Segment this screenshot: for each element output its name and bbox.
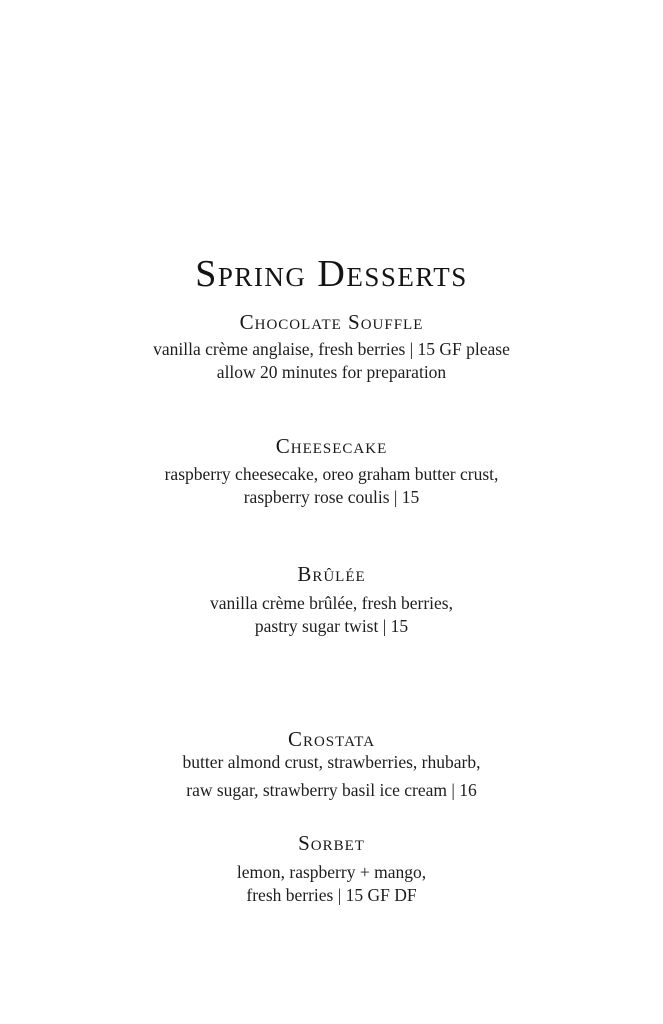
- item-description: [0, 338, 663, 384]
- item-description-line: lemon, raspberry + mango,: [236, 862, 427, 882]
- menu-item-brulee: [0, 562, 663, 638]
- item-description-line: raw sugar, strawberry basil ice cream | 16: [186, 780, 477, 800]
- menu-item-sorbet: [0, 831, 663, 907]
- item-name: Brûlée: [297, 562, 366, 586]
- item-description: [0, 463, 663, 509]
- item-description-line: raspberry cheesecake, oreo graham butter crust,: [164, 464, 499, 484]
- item-description-line: vanilla crème anglaise, fresh berries | 15 GF please: [153, 339, 510, 359]
- item-description-line: raspberry rose coulis | 15: [243, 487, 420, 507]
- item-description-line: fresh berries | 15 GF DF: [246, 885, 417, 905]
- item-description: [0, 748, 663, 804]
- item-name: Crostata: [287, 727, 376, 751]
- item-description: [0, 592, 663, 638]
- item-description-line: butter almond crust, strawberries, rhubarb,: [182, 752, 481, 772]
- item-description-line: allow 20 minutes for preparation: [216, 362, 447, 382]
- item-name: Chocolate Souffle: [239, 310, 424, 334]
- menu-title: Spring Desserts: [195, 253, 468, 295]
- item-description-line: vanilla crème brûlée, fresh berries,: [210, 593, 453, 613]
- item-description: [0, 861, 663, 907]
- menu-item-chocolate-souffle: [0, 310, 663, 384]
- item-description-line: pastry sugar twist | 15: [254, 616, 409, 636]
- item-name: Cheesecake: [275, 434, 388, 458]
- menu-item-crostata: [0, 727, 663, 804]
- menu-item-cheesecake: [0, 434, 663, 509]
- item-name: Sorbet: [298, 831, 365, 855]
